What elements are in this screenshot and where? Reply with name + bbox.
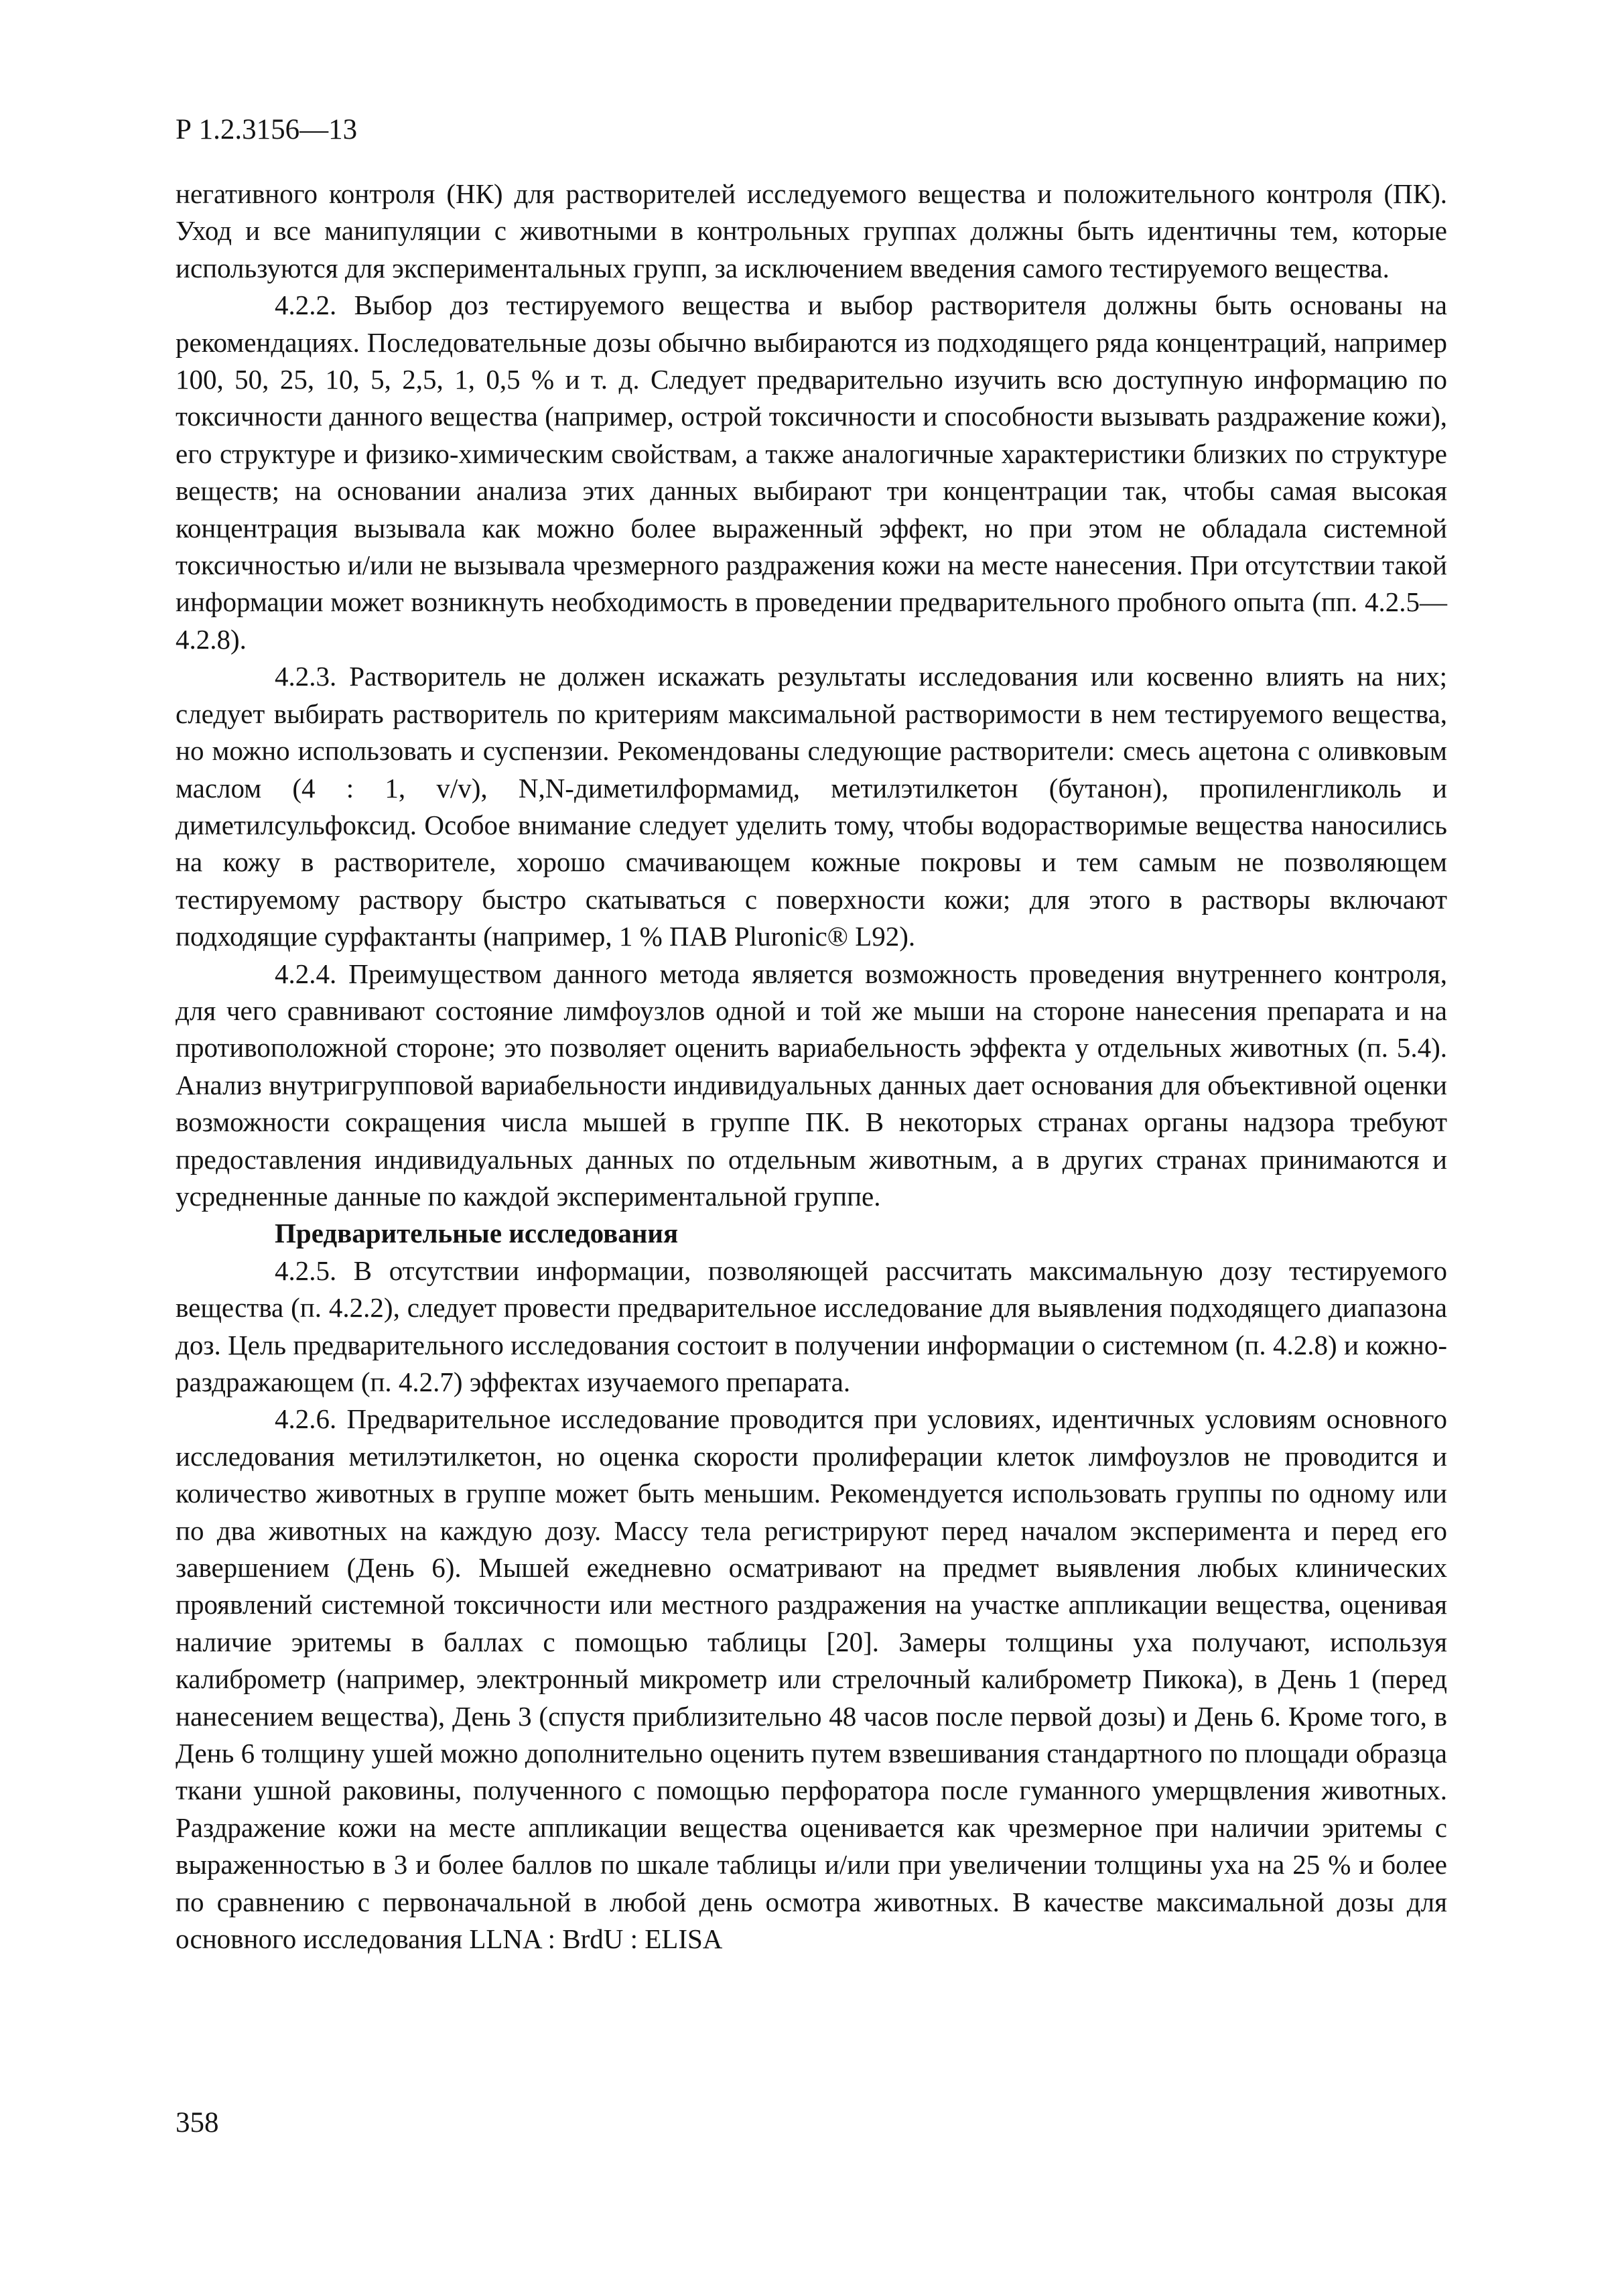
paragraph-4-2-4: 4.2.4. Преимуществом данного метода является возможность проведения внутреннего контроля, для чего сравнивают состояние лимфоузлов одной и той же мыши на стороне нанесения препарата и на противоположной стороне; это позволяет оценить вариабельность эффекта у отдельных животных (п. 5.4). Анализ внутригрупповой вариабельности индивидуальных данных дает основания для объективной оценки возможности сокращения числа мышей в группе ПК. В некоторых странах органы надзора требуют предоставления индивидуальных данных по отдельным животным, а в других странах принимаются и усредненные данные по каждой экспериментальной группе. [176, 958, 1447, 1212]
document-code: Р 1.2.3156—13 [176, 114, 358, 145]
section-heading: Предварительные исследования [275, 1218, 679, 1249]
paragraph-4-2-5: 4.2.5. В отсутствии информации, позволяющей рассчитать максимальную дозу тестируемого вещества (п. 4.2.2), следует провести предварительное исследование для выявления подходящего диапазона доз. Цель предварительного исследования состоит в получении информации о системном (п. 4.2.8) и кожно-раздражающем (п. 4.2.7) эффектах изучаемого препарата. [176, 1255, 1447, 1397]
page-number: 358 [176, 2107, 219, 2139]
page-body [176, 176, 1447, 1958]
paragraph-4-2-6: 4.2.6. Предварительное исследование проводится при условиях, идентичных условиям основного исследования метилэтилкетон, но оценка скорости пролиферации клеток лимфоузлов не проводится и количество животных в группе может быть меньшим. Рекомендуется использовать группы по одному или по два животных на каждую дозу. Массу тела регистрируют перед началом эксперимента и перед его завершением (День 6). Мышей ежедневно осматривают на предмет выявления любых клинических проявлений системной токсичности или местного раздражения на участке аппликации вещества, оценивая наличие эритемы в баллах с помощью таблицы [20]. Замеры толщины уха получают, используя калиброметр (например, электронный микрометр или стрелочный калиброметр Пикока), в День 1 (перед нанесением вещества), День 3 (спустя приблизительно 48 часов после первой дозы) и День 6. Кроме того, в День 6 толщину ушей можно дополнительно оценить путем взвешивания стандартного по площади образца ткани ушной раковины, полученного с помощью перфоратора после гуманного умерщвления животных. Раздражение кожи на месте аппликации вещества оценивается как чрезмерное при наличии эритемы с выраженностью в 3 и более баллов по шкале таблицы и/или при увеличении толщины уха на 25 % и более по сравнению с первоначальной в любой день осмотра животных. В качестве максимальной дозы для основного исследования LLNA : BrdU : ELISA [176, 1403, 1447, 1955]
paragraph-4-2-3: 4.2.3. Растворитель не должен искажать результаты исследования или косвенно влиять на них; следует выбирать растворитель по критериям максимальной растворимости в нем тестируемого вещества, но можно использовать и суспензии. Рекомендованы следующие растворители: смесь ацетона с оливковым маслом (4 : 1, v/v), N,N-диметилформамид, метилэтилкетон (бутанон), пропиленгликоль и диметилсульфоксид. Особое внимание следует уделить тому, чтобы водорастворимые вещества наносились на кожу в растворителе, хорошо смачивающем кожные покровы и тем самым не позволяющем тестируемому раствору быстро скатываться с поверхности кожи; для этого в растворы включают подходящие сурфактанты (например, 1 % ПАВ Pluronic® L92). [176, 661, 1447, 952]
paragraph-continuation: негативного контроля (НК) для растворителей исследуемого вещества и положительного контроля (ПК). Уход и все манипуляции с животными в контрольных группах должны быть идентичны тем, которые используются для экспериментальных групп, за исключением введения самого тестируемого вещества. [176, 178, 1447, 283]
paragraph-4-2-2: 4.2.2. Выбор доз тестируемого вещества и выбор растворителя должны быть основаны на рекомендациях. Последовательные дозы обычно выбираются из подходящего ряда концентраций, например 100, 50, 25, 10, 5, 2,5, 1, 0,5 % и т. д. Следует предварительно изучить всю доступную информацию по токсичности данного вещества (например, острой токсичности и способности вызывать раздражение кожи), его структуре и физико-химическим свойствам, а также аналогичные характеристики близких по структуре веществ; на основании анализа этих данных выбирают три концентрации так, чтобы самая высокая концентрация вызывала как можно более выраженный эффект, но при этом не обладала системной токсичностью и/или не вызывала чрезмерного раздражения кожи на месте нанесения. При отсутствии такой информации может возникнуть необходимость в проведении предварительного пробного опыта (пп. 4.2.5—4.2.8). [176, 290, 1447, 655]
